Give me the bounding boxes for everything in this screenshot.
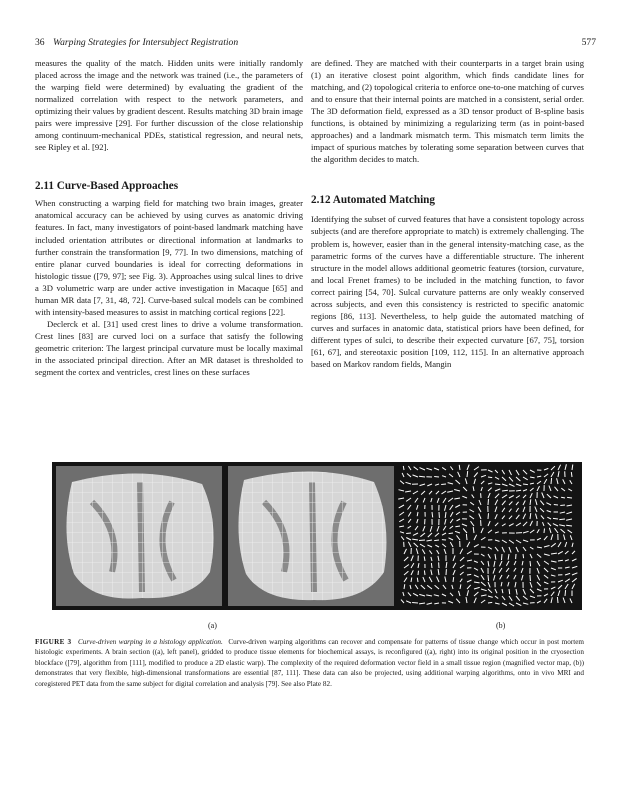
vector-arrow [558,560,563,561]
caption-title: Curve-driven warping in a histology application. [77,638,223,646]
figure-label-a: (a) [208,621,217,630]
caption-text: Curve-driven warping algorithms can recover and compensate for patterns of tissue change which occur in post mortem histologic experiments. A brain section ((a), left panel), gridded to produce tissue elements for biochemical assays, is reconfigured ((a), right) into its original position in the cryosection blockface ([79], algorithm from [111], modified to produce a 2D elastic warp). The complexity of the required deformation vector field in a small tissue region (magnified vector map, (b)) demonstrates that very flexible, high-dimensional transformations are essential [87, 111]. These data can also be projected, using additional warping algorithms, onto in vivo MRI and coregistered PET data from the same subject for digital correlation and analysis [79]. See also Plate 82. [35,638,585,688]
paragraph: measures the quality of the match. Hidden units were initially randomly placed across the image and the network was trained (i.e., the parameters of the warping field were determined) by evaluating the gradient of the normalized correlation with respect to the network parameters, and optimizing their values by gradient descent. Results matching 3D brain image pairs were impressive [29]. For further discussion of the close relationship among continuum-mechanical PDEs, statistical regression, and neural nets, see Ripley et al. [92]. [35,58,303,153]
vector-arrow [418,571,419,575]
vector-arrow [571,472,572,477]
vector-arrow [523,484,528,485]
vector-arrow [544,529,545,534]
vector-arrow [417,578,418,582]
running-header [35,37,238,48]
vector-arrow [553,518,558,519]
paragraph: When constructing a warping field for matching two brain images, greater anatomical accuracy can be achieved by using curves as anatomic driving features. In fact, many investigators of point-based landmark matching have included orientation attributes or directional information at landmarks to further constrain the transformation [9, 77]. In two dimensions, matching of entire planar curved boundaries is ideal for correcting deformations in histologic tissue ([79, 97]; see Fig. 3). Approaches using sulcal lines to drive a 3D volumetric warp are under active investigation in Macaque [65] and human MR data [7, 31, 48, 72]. Curve-based sulcal models can be combined with intensity-based measures to assist in matching cortical regions [22]. [35,198,303,317]
vector-arrow [530,561,531,566]
vector-arrow [488,602,492,603]
vector-arrow [495,484,500,485]
vector-arrow [467,471,468,477]
vector-arrow [467,574,471,575]
vector-arrow [449,533,453,534]
vector-arrow [441,484,446,485]
chapter-title: Warping Strategies for Intersubject Registration [53,37,239,48]
vector-arrow [488,575,489,581]
chapter-number: 36 [35,37,45,48]
brain-section-right-panel [228,466,394,606]
vector-arrow [502,554,503,560]
vector-arrow [403,466,404,470]
vector-arrow [516,490,521,491]
figure-label-b: (b) [496,621,506,630]
left-column [35,57,303,378]
section-heading-2-12: 2.12 Automated Matching [311,194,435,207]
vector-arrow [559,519,565,520]
vector-arrow [488,499,489,505]
vector-arrow [557,597,558,603]
brain-section-left-panel [56,466,222,606]
vector-arrow [453,577,454,582]
vector-arrow [406,533,411,534]
figure-caption [35,637,584,689]
vector-arrow [551,478,552,484]
vector-arrow [523,554,524,558]
vector-arrow [434,477,439,478]
paragraph: Declerck et al. [31] used crest lines to drive a volume transformation. Crest lines [83] are curved loci on a surface that satisfy the following geometric criterion: The largest principal curvature must be locally maximal in the associated principal direction. After an MR dataset is thresholded to segment the cortex and ventricles, crest lines on these surfaces [35,318,303,378]
page-number: 577 [581,37,596,48]
vector-arrow [431,563,432,568]
vector-arrow [434,540,439,541]
vector-arrow [565,590,566,596]
paragraph: Identifying the subset of curved features that have a consistent topology across subjects (and are therefore appropriate to match) is extremely challenging. The problem is, however, easier than in the general intensity-matching case, as the parametric forms of the curves have a differentiable structure. The inherent structure in the model allows additional geometric features (torsion, curvature, and local Frenet frames) to be included in the matching function, to favor correct pairing [54, 70]. Sulcal curvature patterns are only weakly conserved across subjects, and even this consistency is restricted to specific anatomic regions [86, 113]. Nevertheless, to help guide the automated matching of curves and surfaces in anatomic data, statistical priors have been defined, for different types of sulci, to describe their expected curvature [67, 75], torsion [61, 67], and stereotaxic position [109, 112, 115]. In an alternative approach based on Markov random fields, Mangin [311,214,584,369]
vector-arrow [567,497,572,498]
vector-arrow [424,570,425,575]
vector-arrow [466,534,467,540]
right-column [311,57,584,370]
vector-arrow [488,513,489,519]
vector-arrow [488,477,492,478]
figure-3-image [52,462,582,610]
vector-arrow [412,603,418,604]
vector-arrow [566,525,572,526]
paragraph: are defined. They are matched with their counterparts in a target brain using (1) an iterative closest point algorithm, which finds candidate lines for matching, and (2) topological criteria to enforce one-to-one matching of curves and to ensure that their internal points are matched in a consistent, serial order. The 3D deformation field, expressed as a 3D tensor product of B-spline basis functions, is obtained by minimizing a regularizing term (as in point-based approaches) and a landmark mismatch term. This mismatch term limits the impact of spurious matches by tolerating some separation between curves that the algorithm decides to match. [311,58,584,165]
caption-label: FIGURE 3 [35,638,72,646]
vector-arrow [560,505,565,506]
vector-arrow [419,540,425,541]
vector-arrow [432,512,433,517]
vector-arrow [509,589,510,594]
section-heading-2-11: 2.11 Curve-Based Approaches [35,180,179,193]
vector-arrow [554,505,558,506]
